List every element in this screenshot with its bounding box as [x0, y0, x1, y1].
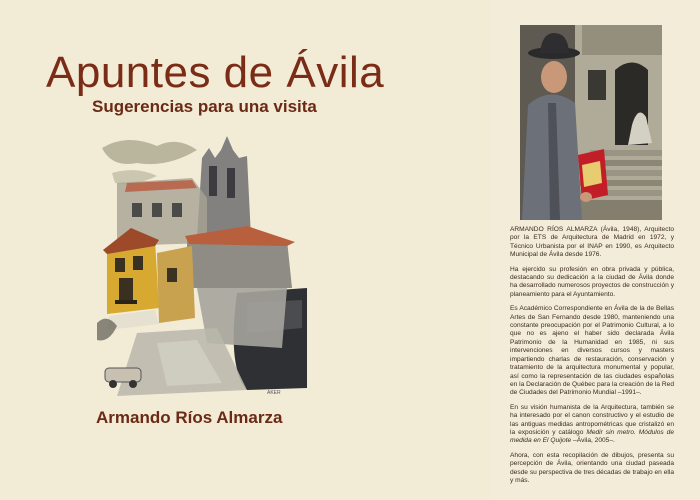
bio-paragraph	[510, 404, 674, 446]
book-title: Apuntes de Ávila	[46, 48, 385, 97]
bio-paragraph: Es Académico Correspondiente en Ávila de la de Bellas Artes de San Fernando desde 1980, manteniendo una constante preocupación por el Patrimonio Cultural, a lo que no es ajeno el haber sido declarada Ávila Patrimonio de la Humanidad en 1985, ni sus intervenciones en diversos cursos y masters impartiendo charlas de restauración, conservación y tratamiento de la arquitectura monumental y popular, así como la representación de las ciudades españolas en la Declaración de Québec para la creación de la Red de Ciudades del Patrimonio Mundial –1991–.	[510, 305, 674, 397]
bio-paragraph: Ahora, con esta recopilación de dibujos, presenta su percepción de Ávila, orientando una ciudad paseada desde su perspectiva de tres décadas de trabajo en ella y más.	[510, 451, 674, 484]
bio-text: –Ávila, 2005–.	[571, 437, 615, 445]
catalog-title: Medir sin metro. Módulos de medida en El Quijote	[510, 428, 674, 445]
bio-paragraph: ARMANDO RÍOS ALMARZA (Ávila, 1948), Arquitecto por la ETS de Arquitectura de Madrid en 1972, y Técnico Urbanista por el INAP en 1990, es Arquitecto Municipal de Ávila desde 1976.	[510, 226, 674, 259]
bio-paragraph: Ha ejercido su profesión en obra privada y pública, destacando su dedicación a la ciudad de Ávila donde ha desarrollado numerosos proyectos de construcción y planeamiento para el Ayuntamiento.	[510, 265, 674, 298]
cover-illustration	[97, 128, 309, 400]
author-biography	[510, 226, 674, 491]
book-subtitle: Sugerencias para una visita	[92, 97, 317, 116]
bio-text: En su visión humanista de la Arquitectura, también se ha interesado por el canon constructivo y el estudio de las antiguas medidas antropométricas que cristalizó en la exposición y catálogo	[510, 403, 674, 436]
sketch-signature: AKER	[267, 390, 281, 396]
author-photo	[520, 25, 662, 220]
cover-author: Armando Ríos Almarza	[96, 408, 283, 427]
